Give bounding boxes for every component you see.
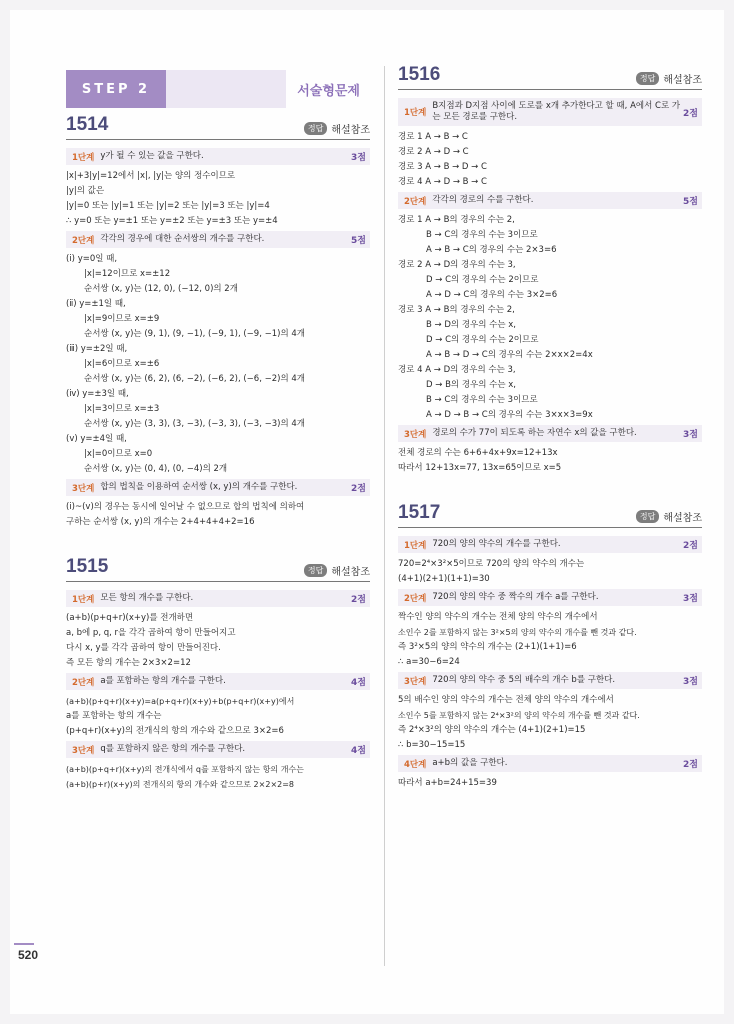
step-instruction: 각각의 경우에 대한 순서쌍의 개수를 구한다. — [100, 234, 265, 244]
step-instruction: 모든 항의 개수를 구한다. — [100, 593, 194, 603]
solution-line: 경로 1 A → B → C — [398, 132, 468, 142]
step-instruction: a를 포함하는 항의 개수를 구한다. — [100, 676, 226, 686]
problem-1514-header — [66, 114, 370, 140]
step-label: STEP 2 — [66, 70, 166, 108]
answer-reference — [636, 71, 702, 86]
step-instruction: 각각의 경로의 수를 구한다. — [432, 195, 534, 205]
solution-line: 순서쌍 (x, y)는 (3, 3), (3, −3), (−3, 3), (−3, −3)의 4개 — [84, 419, 305, 429]
solution-line: D → B의 경우의 수는 x, — [426, 380, 517, 390]
solution-line: A → D → C의 경우의 수는 3×2=6 — [426, 290, 558, 300]
solution-line: 소인수 2를 포함하지 않는 3²×5의 양의 약수의 개수를 뺀 것과 같다. — [398, 628, 637, 637]
step-bar — [66, 231, 370, 248]
solution-line: |y|의 값은 — [66, 186, 105, 196]
solution-text — [66, 169, 370, 229]
solution-text — [398, 693, 702, 753]
step-bar — [398, 672, 702, 689]
solution-line: 구하는 순서쌍 (x, y)의 개수는 2+4+4+4+2=16 — [66, 517, 255, 527]
step-label: 4단계 — [404, 759, 427, 770]
step-instruction: 720의 양의 약수 중 5의 배수의 개수 b를 구한다. — [432, 675, 616, 685]
step-points: 4점 — [351, 746, 366, 756]
step-bar — [66, 479, 370, 496]
step-points: 3점 — [683, 594, 698, 604]
solution-line: (ⅳ) y=±3일 때, — [66, 389, 129, 399]
answer-badge: 정답 — [636, 510, 659, 523]
solution-line: 즉 3²×5의 양의 약수의 개수는 (2+1)(1+1)=6 — [398, 642, 577, 652]
step-label: 2단계 — [404, 196, 427, 207]
answer-reference — [304, 121, 370, 136]
step-bar — [66, 673, 370, 690]
step-bar — [398, 755, 702, 772]
left-column — [66, 64, 370, 792]
answer-reference-text: 해설참조 — [331, 567, 370, 578]
step-label: 3단계 — [72, 483, 95, 494]
solution-line: 다시 x, y를 각각 곱하여 항이 만들어진다. — [66, 643, 221, 653]
solution-text — [398, 446, 702, 476]
solution-line: (ⅱ) y=±1일 때, — [66, 299, 126, 309]
solution-line: 순서쌍 (x, y)는 (6, 2), (6, −2), (−6, 2), (−6, −2)의 4개 — [84, 374, 305, 384]
solution-line: (p+q+r)(x+y)의 전개식의 항의 개수와 같으므로 3×2=6 — [66, 726, 284, 736]
solution-text — [66, 694, 370, 739]
step-label: 2단계 — [72, 235, 95, 246]
step-bar — [66, 148, 370, 165]
step-banner-band — [166, 70, 286, 108]
step-bar — [66, 590, 370, 607]
solution-line: |x|=12이므로 x=±12 — [84, 269, 171, 279]
step-label: 3단계 — [404, 429, 427, 440]
step-bar — [66, 741, 370, 758]
solution-line: A → B → C의 경우의 수는 2×3=6 — [426, 245, 557, 255]
answer-reference — [304, 563, 370, 578]
solution-line: (a+b)(p+r)(x+y)의 전개식의 항의 개수와 같으므로 2×2×2=8 — [66, 780, 295, 789]
solution-line: |x|+3|y|=12에서 |x|, |y|는 양의 정수이므로 — [66, 171, 236, 181]
solution-text — [66, 252, 370, 477]
step-instruction: 합의 법칙을 이용하여 순서쌍 (x, y)의 개수를 구한다. — [100, 482, 298, 492]
solution-line: a를 포함하는 항의 개수는 — [66, 711, 162, 721]
solution-line: |x|=0이므로 x=0 — [84, 449, 153, 459]
problem-number: 1517 — [398, 502, 441, 523]
solution-line: ∴ y=0 또는 y=±1 또는 y=±2 또는 y=±3 또는 y=±4 — [66, 216, 278, 226]
step-instruction: 경로의 수가 77이 되도록 하는 자연수 x의 값을 구한다. — [432, 428, 637, 438]
solution-line: (a+b)(p+q+r)(x+y)=a(p+q+r)(x+y)+b(p+q+r)(x+y)에서 — [66, 697, 295, 706]
solution-line: |x|=6이므로 x=±6 — [84, 359, 160, 369]
answer-reference-text: 해설참조 — [331, 125, 370, 136]
solution-line: 전체 경로의 수는 6+6+4x+9x=12+13x — [398, 448, 558, 458]
solution-line: 경로 1 A → B의 경우의 수는 2, — [398, 215, 515, 225]
solution-line: 순서쌍 (x, y)는 (12, 0), (−12, 0)의 2개 — [84, 284, 238, 294]
solution-line: (a+b)(p+q+r)(x+y)의 전개식에서 q를 포함하지 않는 항의 개수는 — [66, 765, 304, 774]
solution-line: 짝수인 양의 약수의 개수는 전체 양의 약수의 개수에서 — [398, 612, 598, 622]
solution-line: 경로 2 A → D의 경우의 수는 3, — [398, 260, 516, 270]
solution-line: 경로 3 A → B → D → C — [398, 162, 487, 172]
step-bar — [398, 536, 702, 553]
right-column — [398, 64, 702, 791]
answer-reference-text: 해설참조 — [663, 75, 702, 86]
solution-line: |y|=0 또는 |y|=1 또는 |y|=2 또는 |y|=3 또는 |y|=4 — [66, 201, 270, 211]
solution-text — [398, 776, 702, 791]
section-title: 서술형문제 — [297, 84, 360, 99]
column-divider — [384, 66, 385, 966]
answer-badge: 정답 — [304, 122, 327, 135]
solution-line: 경로 2 A → D → C — [398, 147, 469, 157]
solution-line: 따라서 12+13x=77, 13x=65이므로 x=5 — [398, 463, 562, 473]
solution-line: D → C의 경우의 수는 2이므로 — [426, 335, 539, 345]
step-bar — [398, 98, 702, 126]
solution-line: 경로 4 A → D → B → C — [398, 177, 487, 187]
step-label: 1단계 — [404, 108, 427, 118]
solution-line: D → C의 경우의 수는 2이므로 — [426, 275, 539, 285]
step-points: 2점 — [351, 484, 366, 494]
step-instruction: y가 될 수 있는 값을 구한다. — [100, 151, 204, 161]
solution-line: (ⅰ)~(ⅴ)의 경우는 동시에 일어날 수 없으므로 합의 법칙에 의하여 — [66, 502, 305, 512]
step-label: 3단계 — [404, 676, 427, 687]
step-points: 5점 — [683, 197, 698, 207]
step-points: 2점 — [683, 108, 698, 119]
step-instruction: a+b의 값을 구한다. — [432, 758, 508, 768]
step-bar — [398, 425, 702, 442]
solution-line: B → C의 경우의 수는 3이므로 — [426, 395, 538, 405]
step-instruction: B지점과 D지점 사이에 도로를 x개 추가한다고 할 때, A에서 C로 가는 모든 경로를 구한다. — [432, 101, 681, 122]
solution-line: |x|=3이므로 x=±3 — [84, 404, 160, 414]
solution-line: 순서쌍 (x, y)는 (0, 4), (0, −4)의 2개 — [84, 464, 228, 474]
solution-text — [398, 557, 702, 587]
step-instruction: 720의 양의 약수의 개수를 구한다. — [432, 539, 561, 549]
step-points: 3점 — [683, 430, 698, 440]
solution-line: 즉 2⁴×3²의 양의 약수의 개수는 (4+1)(2+1)=15 — [398, 725, 586, 735]
step-label: 2단계 — [72, 677, 95, 688]
solution-line: ∴ b=30−15=15 — [398, 740, 466, 750]
solution-line: (ⅰ) y=0일 때, — [66, 254, 118, 264]
step-instruction: q를 포함하지 않은 항의 개수를 구한다. — [100, 744, 246, 754]
solution-line: (4+1)(2+1)(1+1)=30 — [398, 574, 490, 584]
solution-line: 경로 4 A → D의 경우의 수는 3, — [398, 365, 516, 375]
solution-text — [398, 213, 702, 423]
solution-line: 720=2⁴×3²×5이므로 720의 양의 약수의 개수는 — [398, 559, 585, 569]
solution-line: 소인수 5를 포함하지 않는 2⁴×3²의 양의 약수의 개수를 뺀 것과 같다. — [398, 711, 640, 720]
problem-number: 1516 — [398, 64, 441, 85]
step-instruction: 720의 양의 약수 중 짝수의 개수 a를 구한다. — [432, 592, 599, 602]
solution-line: 순서쌍 (x, y)는 (9, 1), (9, −1), (−9, 1), (−9, −1)의 4개 — [84, 329, 305, 339]
solution-line: (ⅲ) y=±2일 때, — [66, 344, 128, 354]
problem-number: 1515 — [66, 556, 109, 577]
solution-line: (a+b)(p+q+r)(x+y)를 전개하면 — [66, 613, 194, 623]
step-points: 5점 — [351, 236, 366, 246]
solution-line: B → D의 경우의 수는 x, — [426, 320, 517, 330]
solution-line: ∴ a=30−6=24 — [398, 657, 460, 667]
step-bar — [398, 192, 702, 209]
answer-badge: 정답 — [636, 72, 659, 85]
step-points: 3점 — [351, 153, 366, 163]
solution-text — [398, 610, 702, 670]
step-points: 2점 — [683, 541, 698, 551]
step-banner — [66, 64, 370, 104]
problem-1515-header — [66, 556, 370, 582]
solution-line: a, b에 p, q, r을 각각 곱하여 항이 만들어지고 — [66, 628, 236, 638]
step-label: 1단계 — [72, 152, 95, 163]
step-points: 3점 — [683, 677, 698, 687]
step-label: 2단계 — [404, 593, 427, 604]
step-points: 2점 — [683, 760, 698, 770]
solution-line: 5의 배수인 양의 약수의 개수는 전체 양의 약수의 개수에서 — [398, 695, 614, 705]
page-number-mark — [14, 943, 34, 945]
solution-line: 따라서 a+b=24+15=39 — [398, 778, 497, 788]
step-label: 1단계 — [72, 594, 95, 605]
solution-text — [66, 500, 370, 530]
answer-badge: 정답 — [304, 564, 327, 577]
step-points: 2점 — [351, 595, 366, 605]
step-points: 4점 — [351, 678, 366, 688]
step-label: 1단계 — [404, 540, 427, 551]
solution-text — [398, 130, 702, 190]
problem-1516-header — [398, 64, 702, 90]
solution-text — [66, 611, 370, 671]
solution-line: 경로 3 A → B의 경우의 수는 2, — [398, 305, 515, 315]
solution-line: A → B → D → C의 경우의 수는 2×x×2=4x — [426, 350, 593, 360]
answer-reference-text: 해설참조 — [663, 513, 702, 524]
solution-text — [66, 762, 370, 792]
solution-line: (ⅴ) y=±4일 때, — [66, 434, 127, 444]
step-label: 3단계 — [72, 745, 95, 756]
answer-reference — [636, 509, 702, 524]
step-bar — [398, 589, 702, 606]
solution-line: |x|=9이므로 x=±9 — [84, 314, 160, 324]
solution-line: B → C의 경우의 수는 3이므로 — [426, 230, 538, 240]
problem-number: 1514 — [66, 114, 109, 135]
problem-1517-header — [398, 502, 702, 528]
solution-line: A → D → B → C의 경우의 수는 3×x×3=9x — [426, 410, 593, 420]
solution-line: 즉 모든 항의 개수는 2×3×2=12 — [66, 658, 191, 668]
page-number: 520 — [18, 948, 39, 962]
